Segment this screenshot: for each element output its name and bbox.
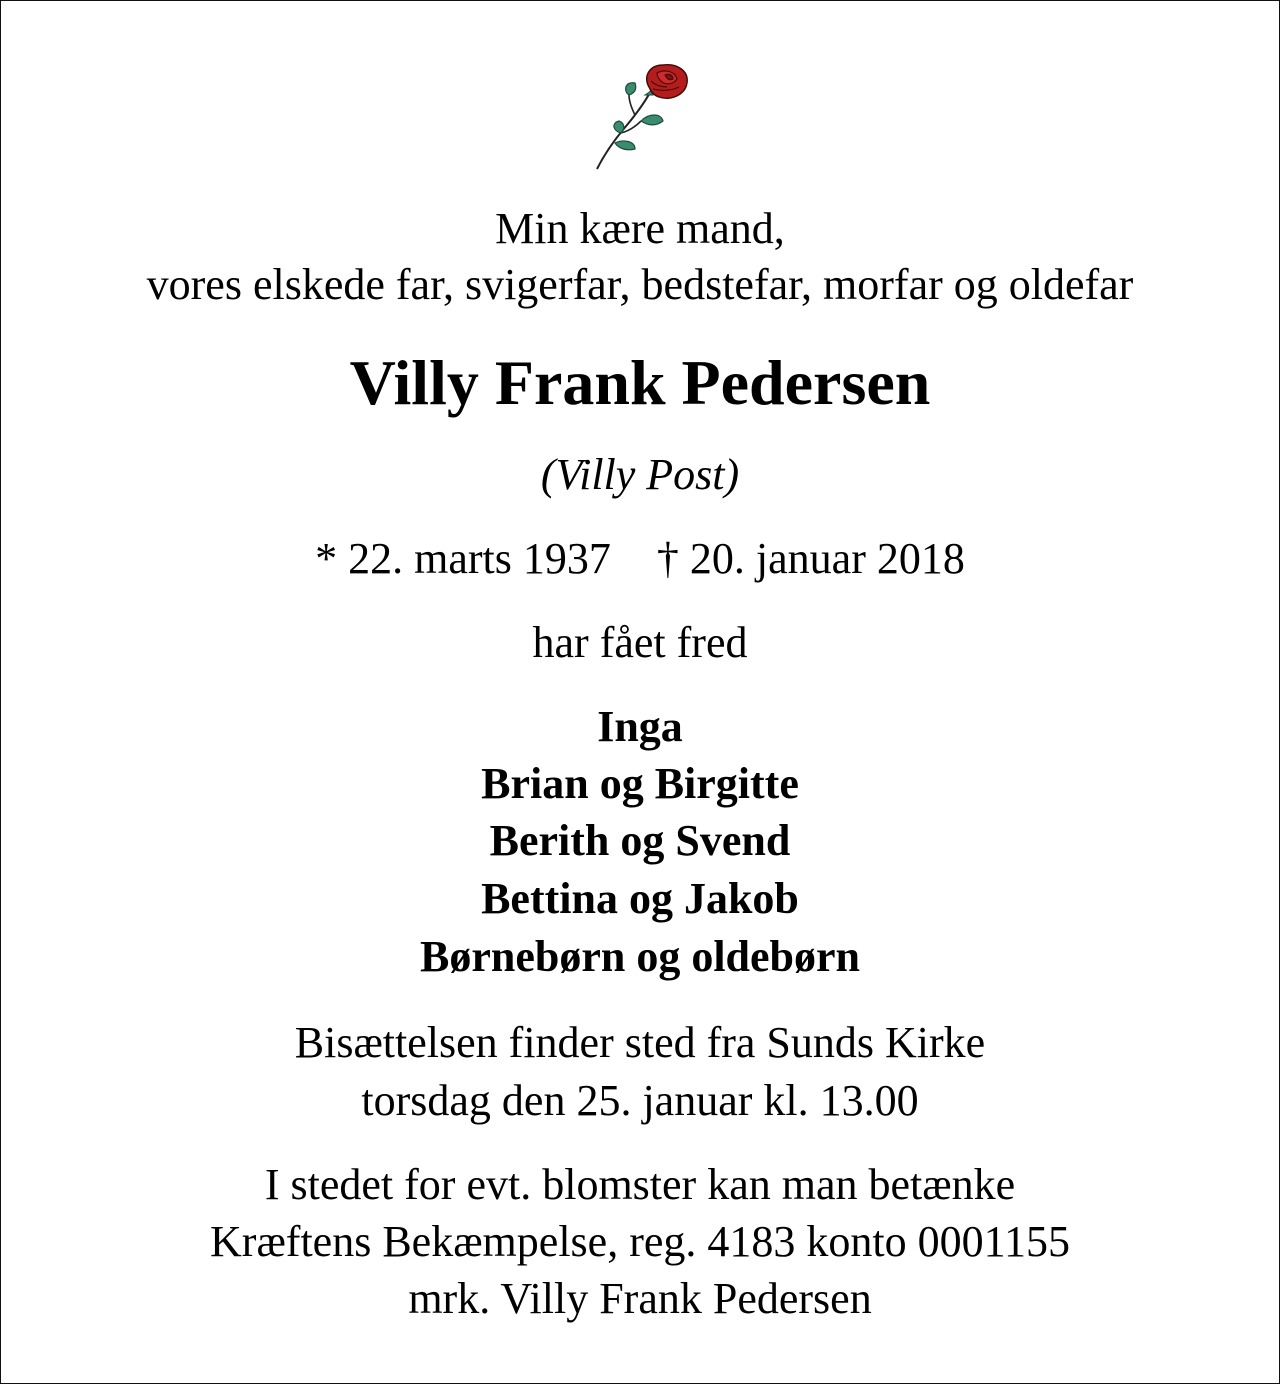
family-member: Børnebørn og oldebørn [419, 932, 861, 981]
donation-line-1: I stedet for evt. blomster kan man betænke [264, 1160, 1016, 1209]
donation-line-3: mrk. Villy Frank Pedersen [408, 1274, 872, 1323]
family-member: Berith og Svend [489, 816, 791, 865]
deceased-nickname: (Villy Post) [540, 450, 740, 499]
family-member: Bettina og Jakob [481, 874, 799, 923]
intro-line-1: Min kære mand, [495, 204, 785, 253]
funeral-line-2: torsdag den 25. januar kl. 13.00 [361, 1076, 919, 1125]
birth-date: * 22. marts 1937 [315, 534, 611, 583]
life-dates [1, 534, 1279, 583]
funeral-line-1: Bisættelsen finder sted fra Sunds Kirke [294, 1018, 986, 1067]
donation-line-2: Kræftens Bekæmpelse, reg. 4183 konto 0001155 [210, 1217, 1070, 1266]
deceased-name: Villy Frank Pedersen [349, 347, 931, 418]
intro-line-2: vores elskede far, svigerfar, bedstefar, morfar og oldefar [146, 260, 1134, 309]
death-date: † 20. januar 2018 [656, 534, 965, 583]
family-member: Inga [597, 702, 683, 751]
rose-icon [591, 61, 695, 173]
family-member: Brian og Birgitte [481, 759, 799, 808]
peace-text: har fået fred [532, 618, 748, 667]
